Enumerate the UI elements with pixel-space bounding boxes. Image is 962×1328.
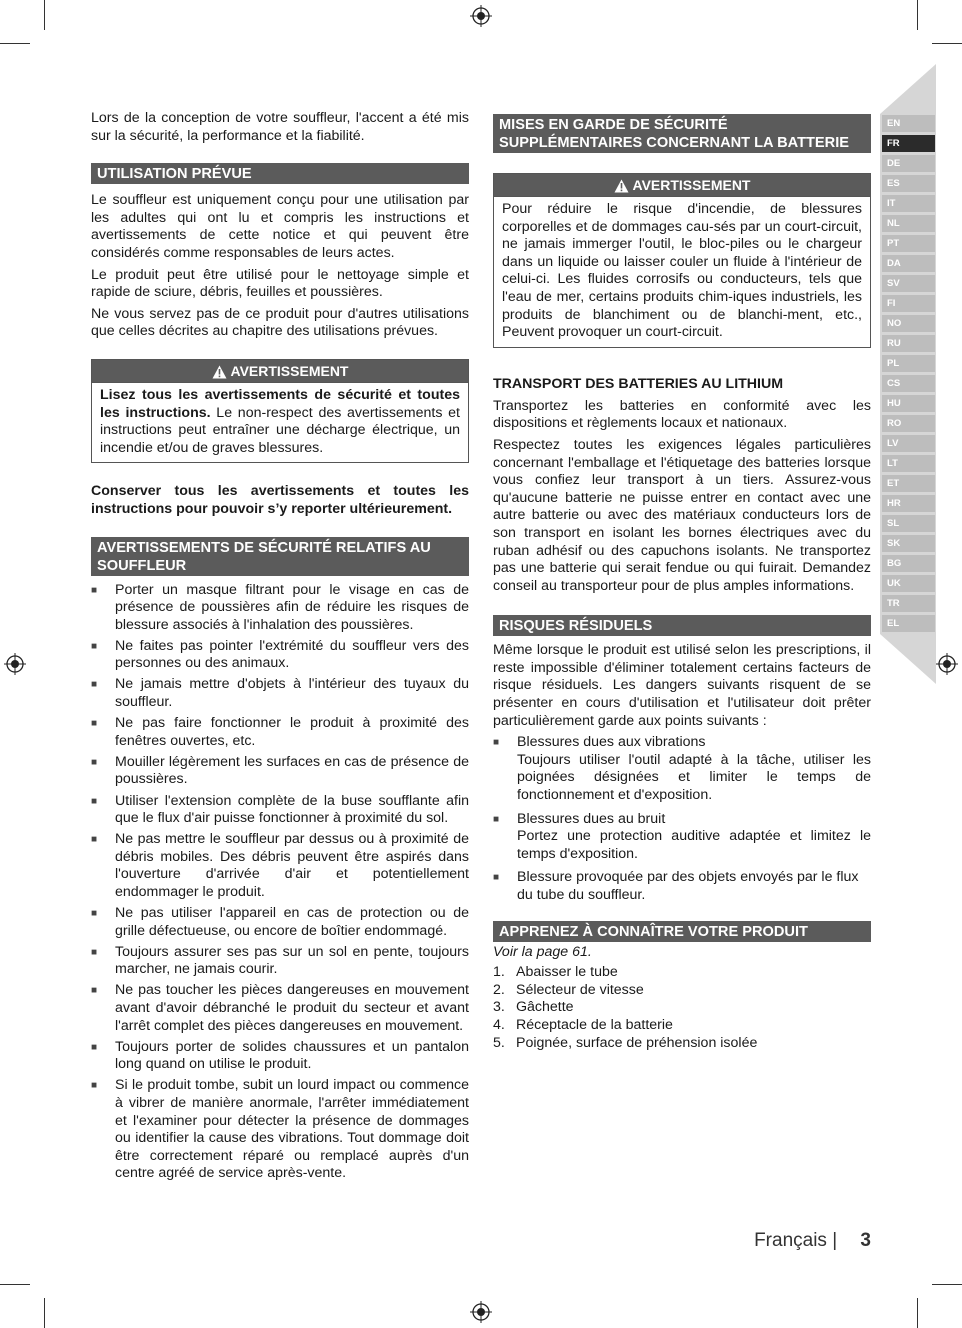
produit-item-label: Sélecteur de vitesse: [516, 981, 644, 998]
language-tab-de[interactable]: DE: [882, 155, 935, 172]
language-tab-el[interactable]: EL: [882, 615, 935, 632]
risques-list: [493, 734, 871, 904]
risque-item-text: Toujours utiliser l'outil adapté à la tâche, utiliser les poignées désignées et limiter le temps de fonctionnement et d'exposition.: [517, 751, 871, 804]
warning-title: AVERTISSEMENT: [632, 177, 751, 193]
warning-title: AVERTISSEMENT: [230, 362, 349, 379]
footer: [754, 1230, 871, 1252]
risque-item-title: ■ Blessures dues aux vibrations: [517, 734, 706, 751]
crop-mark: [0, 43, 30, 44]
produit-item: [493, 999, 871, 1017]
right-column: [493, 114, 871, 1052]
risques-intro: Même lorsque le produit est utilisé selon les prescriptions, il reste impossible d'éliminer totalement certains facteurs de risque résiduels. Les dangers suivants risquent de se présenter en cours d'utilisation et l'utilisateur doit prêter particulièrement garde aux points suivants :: [493, 642, 871, 729]
language-tab-fi[interactable]: FI: [882, 295, 935, 312]
produit-item-label: Réceptacle de la batterie: [516, 1016, 673, 1033]
crop-mark: [917, 1298, 918, 1328]
crop-mark: [44, 0, 45, 30]
warning-body: Pour réduire le risque d'incendie, de blessures corporelles et de dommages cau-sés par un court-circuit, ne jamais immerger l'outil, le bloc-piles ou le chargeur dans un liquide ou laisser couler un fluide à l'intérieur de celui-ci. Les fluides corrosifs ou conducteurs, tels que l'eau de mer, certains produits chim-iques industriels, les produits de blanchiment ou de blanchi-ment, etc., Peuvent provoquer un court-circuit.: [502, 201, 862, 341]
securite-item: ■ Ne jamais mettre d'objets à l'intérieur des tuyaux du souffleur.: [91, 676, 469, 711]
crop-mark: [44, 1298, 45, 1328]
crop-mark: [0, 1284, 30, 1285]
warning-body: [92, 383, 468, 462]
warning-triangle-icon: [212, 365, 227, 379]
risque-item-text: Portez une protection auditive adaptée et limitez le temps d'exposition.: [517, 828, 871, 862]
risque-item: [493, 811, 871, 864]
warning-header: [494, 174, 870, 197]
produit-item: [493, 964, 871, 982]
language-tab-no[interactable]: NO: [882, 315, 935, 332]
language-tab-es[interactable]: ES: [882, 175, 935, 192]
produit-item-label: Poignée, surface de préhension isolée: [516, 1034, 758, 1051]
registration-mark-icon: [936, 653, 958, 675]
section-header-utilisation: UTILISATION PRÉVUE: [91, 163, 469, 184]
see-page: Voir la page 61.: [493, 943, 592, 960]
language-tab-ro[interactable]: RO: [882, 415, 935, 432]
securite-item: ■ Si le produit tombe, subit un lourd impact ou commence à vibrer de manière anormale, l'arrêter immédiatement et l'examiner pour détecter la présence de dommages ou identifier la cause des vibrations. Tout dommage doit être correctement réparé ou remplacé auprès d'un centre agréé de service après-vente.: [91, 1077, 469, 1183]
crop-mark: [932, 43, 962, 44]
produit-item-number: 1.: [493, 964, 505, 981]
risque-item: [493, 734, 871, 804]
crop-mark: [917, 0, 918, 30]
language-tab-lt[interactable]: LT: [882, 455, 935, 472]
footer-language: Français |: [754, 1230, 838, 1251]
conserver-text: Conserver tous les avertissements et toutes les instructions pour pouvoir s’y reporter ultérieurement.: [91, 483, 469, 517]
risque-item-title: ■ Blessures dues au bruit: [517, 810, 666, 827]
section-header-securite: AVERTISSEMENTS DE SÉCURITÉ RELATIFS AU SOUFFLEUR: [91, 537, 469, 576]
batterie-title-line1: MISES EN GARDE DE SÉCURITÉ: [499, 117, 728, 133]
warning-header: [92, 360, 468, 383]
crop-mark: [932, 1284, 962, 1285]
registration-mark-icon: [4, 653, 26, 675]
language-tab-sk[interactable]: SK: [882, 535, 935, 552]
section-header-produit: APPRENEZ À CONNAÎTRE VOTRE PRODUIT: [493, 921, 871, 942]
language-tab-sv[interactable]: SV: [882, 275, 935, 292]
section-header-risques: RISQUES RÉSIDUELS: [493, 615, 871, 636]
utilisation-p1: Le souffleur est uniquement conçu pour une utilisation par les adultes qui ont lu et compris les instructions et avertissements de cette notice et qui peuvent être considérés comme responsables de leurs actes.: [91, 192, 469, 261]
produit-item-number: 2.: [493, 981, 505, 998]
warning-box: [91, 359, 469, 463]
language-tab-lv[interactable]: LV: [882, 435, 935, 452]
language-tab-it[interactable]: IT: [882, 195, 935, 212]
transport-p1: Transportez les batteries en conformité avec les dispositions et règlements locaux et nationaux.: [493, 397, 871, 432]
securite-item: ■ Utiliser l'extension complète de la buse soufflante afin que le flux d'air puisse fonctionner à proximité du sol.: [91, 793, 469, 828]
securite-item: ■ Ne pas faire fonctionner le produit à proximité des fenêtres ouvertes, etc.: [91, 715, 469, 750]
risque-item: [493, 869, 871, 904]
warning-bold-text: Lisez tous les avertissements de sécurité et toutes les instructions.: [100, 386, 460, 421]
registration-mark-icon: [470, 1301, 492, 1323]
produit-item-number: 3.: [493, 999, 505, 1016]
securite-item: ■ Toujours porter de solides chaussures et un pantalon long quand on utilise le produit.: [91, 1039, 469, 1074]
language-tab-et[interactable]: ET: [882, 475, 935, 492]
batterie-title-line2: SUPPLÉMENTAIRES CONCERNANT LA BATTERIE: [499, 135, 849, 151]
utilisation-p2: Le produit peut être utilisé pour le nettoyage simple et rapide de sciure, débris, feuilles et poussières.: [91, 266, 469, 301]
transport-p2: Respectez toutes les exigences légales particulières concernant l'emballage et l'étiquetage des batteries lorsque vous confiez leur transport à un tiers. Assurez-vous qu'aucune batterie ne puisse entrer en contact avec une autre batterie ou avec des matériaux conducteurs lors de son transport en isolant les bornes électriques avec du ruban adhésif ou des capuchons isolants. Ne transportez pas une batterie qui serait fendue ou qui fuirait. Demandez conseil au transporteur pour de plus amples informations.: [493, 436, 871, 594]
battery-warning-box: [493, 173, 871, 348]
produit-item-label: Abaisser le tube: [516, 964, 618, 981]
language-tab-pt[interactable]: PT: [882, 235, 935, 252]
risque-item-title: ■ Blessure provoquée par des objets envoyés par le flux du tube du souffleur.: [517, 869, 859, 903]
language-tab-hu[interactable]: HU: [882, 395, 935, 412]
securite-item: ■ Ne pas utiliser l'appareil en cas de protection ou de grille défectueuse, ou encore de boîtier endommagé.: [91, 905, 469, 940]
registration-mark-icon: [470, 5, 492, 27]
language-tab-hr[interactable]: HR: [882, 495, 935, 512]
language-tab-uk[interactable]: UK: [882, 575, 935, 592]
language-tab-sl[interactable]: SL: [882, 515, 935, 532]
language-tab-bg[interactable]: BG: [882, 555, 935, 572]
language-tab-cs[interactable]: CS: [882, 375, 935, 392]
produit-item: [493, 982, 871, 1000]
securite-item: ■ Ne faites pas pointer l'extrémité du souffleur vers des personnes ou des animaux.: [91, 638, 469, 673]
language-tab-nl[interactable]: NL: [882, 215, 935, 232]
securite-item: ■ Ne pas mettre le souffleur par dessus ou à proximité de débris mobiles. Des débris peuvent être aspirés dans l'ouverture d'arrivée d'air et potentiellement endommager le produit.: [91, 831, 469, 901]
produit-list: [493, 964, 871, 1052]
left-column: [91, 110, 469, 1187]
intro-text: Lors de la conception de votre souffleur, l'accent a été mis sur la sécurité, la performance et la fiabilité.: [91, 110, 469, 144]
language-tab-da[interactable]: DA: [882, 255, 935, 272]
securite-item: ■ Toujours assurer ses pas sur un sol en pente, toujours marcher, ne jamais courir.: [91, 944, 469, 979]
warning-triangle-icon: [614, 179, 629, 193]
utilisation-p3: Ne vous servez pas de ce produit pour d'autres utilisations que celles décrites au chapitre des utilisations prévues.: [91, 305, 469, 340]
securite-item: ■ Ne pas toucher les pièces dangereuses en mouvement avant d'avoir débranché le produit du secteur et avant l'arrêt complet des pièces dangereuses en mouvement.: [91, 982, 469, 1035]
warning-text: Le non-respect des avertissements et instructions peut entraîner une décharge électrique, un incendie et/ou de graves blessures.: [100, 404, 460, 456]
language-tab-ru[interactable]: RU: [882, 335, 935, 352]
securite-item: ■ Mouiller légèrement les surfaces en cas de présence de poussières.: [91, 754, 469, 789]
section-header-batterie: [493, 114, 871, 153]
transport-title: TRANSPORT DES BATTERIES AU LITHIUM: [493, 375, 784, 392]
securite-item: ■ Porter un masque filtrant pour le visage en cas de présence de poussières afin de réduire les risques de blessure associés à l'inhalation des poussières.: [91, 582, 469, 635]
produit-item: [493, 1017, 871, 1035]
securite-list: [91, 582, 469, 1184]
language-tab-en[interactable]: EN: [882, 115, 935, 132]
produit-item-number: 5.: [493, 1034, 505, 1051]
language-tab-tr[interactable]: TR: [882, 595, 935, 612]
produit-item: [493, 1035, 871, 1053]
page-number: 3: [860, 1230, 871, 1251]
produit-item-number: 4.: [493, 1016, 505, 1033]
produit-item-label: Gâchette: [516, 999, 574, 1016]
language-tab-pl[interactable]: PL: [882, 355, 935, 372]
language-tab-fr[interactable]: FR: [882, 135, 935, 152]
